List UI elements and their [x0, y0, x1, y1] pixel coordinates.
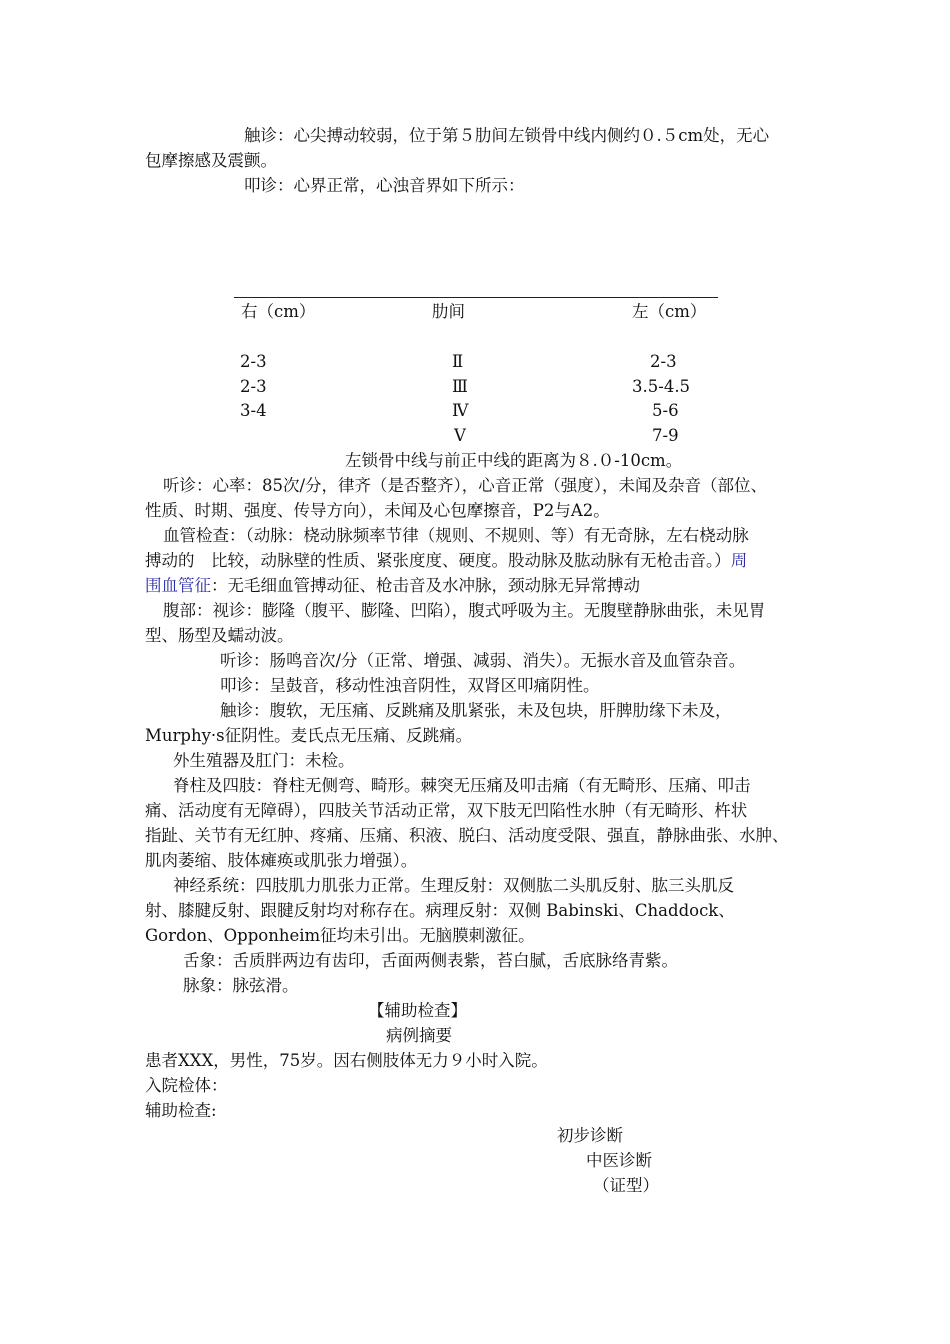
table-cell-right: 2-3	[240, 377, 267, 396]
patient-line: 患者XXX，男性，75岁。因右侧肢体无力９小时入院。	[145, 1051, 548, 1070]
table-cell-ics: Ⅱ	[452, 352, 464, 371]
spine-line-3: 指趾、关节有无红肿、疼痛、压痛、积液、脱臼、活动度受限、强直，静脉曲张、水肿、	[145, 826, 789, 845]
vascular-line-3	[145, 574, 640, 598]
vascular-line-3-text: ：无毛细血管搏动征、枪击音及水冲脉，颈动脉无异常搏动	[211, 576, 640, 595]
spine-line-1: 脊柱及四肢：脊柱无侧弯、畸形。棘突无压痛及叩击痛（有无畸形、压痛、叩击	[173, 776, 751, 795]
table-cell-right: 3-4	[240, 401, 267, 420]
header-ics: 肋间	[432, 302, 465, 321]
genitals: 外生殖器及肛门：未检。	[173, 751, 355, 770]
table-cell-ics: Ⅴ	[454, 426, 466, 445]
neuro-line-2: 射、膝腱反射、跟腱反射均对称存在。病理反射：双侧 Babinski、Chaddock、	[145, 901, 735, 920]
syndrome: （证型）	[593, 1176, 659, 1195]
abdomen-auscultation: 听诊：肠鸣音次/分（正常、增强、减弱、消失）。无振水音及血管杂音。	[220, 651, 746, 670]
abdomen-palpation-line-2: Murphy·s征阴性。麦氏点无压痛、反跳痛。	[145, 726, 473, 745]
neuro-line-1: 神经系统：四肢肌力肌张力正常。生理反射：双侧肱二头肌反射、肱三头肌反	[173, 876, 734, 895]
tongue: 舌象：舌质胖两边有齿印，舌面两侧表紫，苔白腻，舌底脉络青紫。	[183, 951, 678, 970]
percussion-intro: 叩诊：心界正常，心浊音界如下所示：	[244, 176, 525, 195]
table-note: 左锁骨中线与前正中线的距离为８.０-10cm。	[345, 451, 683, 470]
abdomen-palpation-line-1: 触诊：腹软，无压痛、反跳痛及肌紧张，未及包块，肝脾肋缘下未及，	[220, 701, 732, 720]
header-right: 右（cm）	[241, 302, 316, 321]
abdomen-inspection-line-2: 型、肠型及蠕动波。	[145, 626, 294, 645]
table-cell-left: 7-9	[652, 426, 679, 445]
vascular-line-2	[145, 549, 747, 573]
auscultation-line-2: 性质、时期、强度、传导方向），未闻及心包摩擦音，P2与A2。	[145, 501, 610, 520]
prelim-dx: 初步诊断	[557, 1126, 623, 1145]
neuro-line-3: Gordon、Opponheim征均未引出。无脑膜刺激征。	[145, 926, 535, 945]
admission-exam: 入院检体：	[145, 1076, 228, 1095]
aux-heading: 【辅助检查】	[368, 1001, 467, 1020]
spine-line-4: 肌肉萎缩、肢体瘫痪或肌张力增强）。	[145, 851, 418, 870]
vascular-line-1: 血管检查：（动脉：桡动脉频率节律（规则、不规则、等）有无奇脉，左右桡动脉	[163, 526, 749, 545]
palpation-line-2: 包摩擦感及震颤。	[145, 151, 277, 170]
peripheral-vascular-sign-link[interactable]: 周	[730, 551, 748, 570]
header-left: 左（cm）	[632, 302, 707, 321]
table-cell-left: 5-6	[652, 401, 679, 420]
spine-line-2: 痛、活动度有无障碍），四肢关节活动正常，双下肢无凹陷性水肿（有无畸形、杵状	[145, 801, 748, 820]
table-top-rule	[234, 297, 718, 298]
tcm-dx: 中医诊断	[586, 1151, 652, 1170]
palpation-line-1: 触诊：心尖搏动较弱，位于第５肋间左锁骨中线内侧约０.５cm处，无心	[244, 126, 770, 145]
table-cell-ics: Ⅲ	[452, 377, 468, 396]
peripheral-vascular-sign-link[interactable]: 围血管征	[145, 576, 211, 595]
case-summary: 病例摘要	[386, 1026, 452, 1045]
abdomen-percussion: 叩诊：呈鼓音，移动性浊音阴性，双肾区叩痛阴性。	[220, 676, 600, 695]
abdomen-inspection-line-1: 腹部：视诊：膨隆（腹平、膨隆、凹陷），腹式呼吸为主。无腹壁静脉曲张，未见胃	[163, 601, 766, 620]
vascular-line-2-text: 搏动的 比较，动脉壁的性质、紧张度度、硬度。股动脉及肱动脉有无枪击音。）	[145, 551, 731, 570]
table-cell-left: 3.5-4.5	[632, 377, 691, 396]
auscultation-line-1: 听诊：心率：85次/分，律齐（是否整齐），心音正常（强度），未闻及杂音（部位、	[163, 476, 768, 495]
table-cell-left: 2-3	[650, 352, 677, 371]
aux-exam: 辅助检查:	[145, 1101, 217, 1120]
table-cell-right: 2-3	[240, 352, 267, 371]
table-cell-ics: Ⅳ	[452, 401, 469, 420]
pulse: 脉象：脉弦滑。	[183, 976, 299, 995]
